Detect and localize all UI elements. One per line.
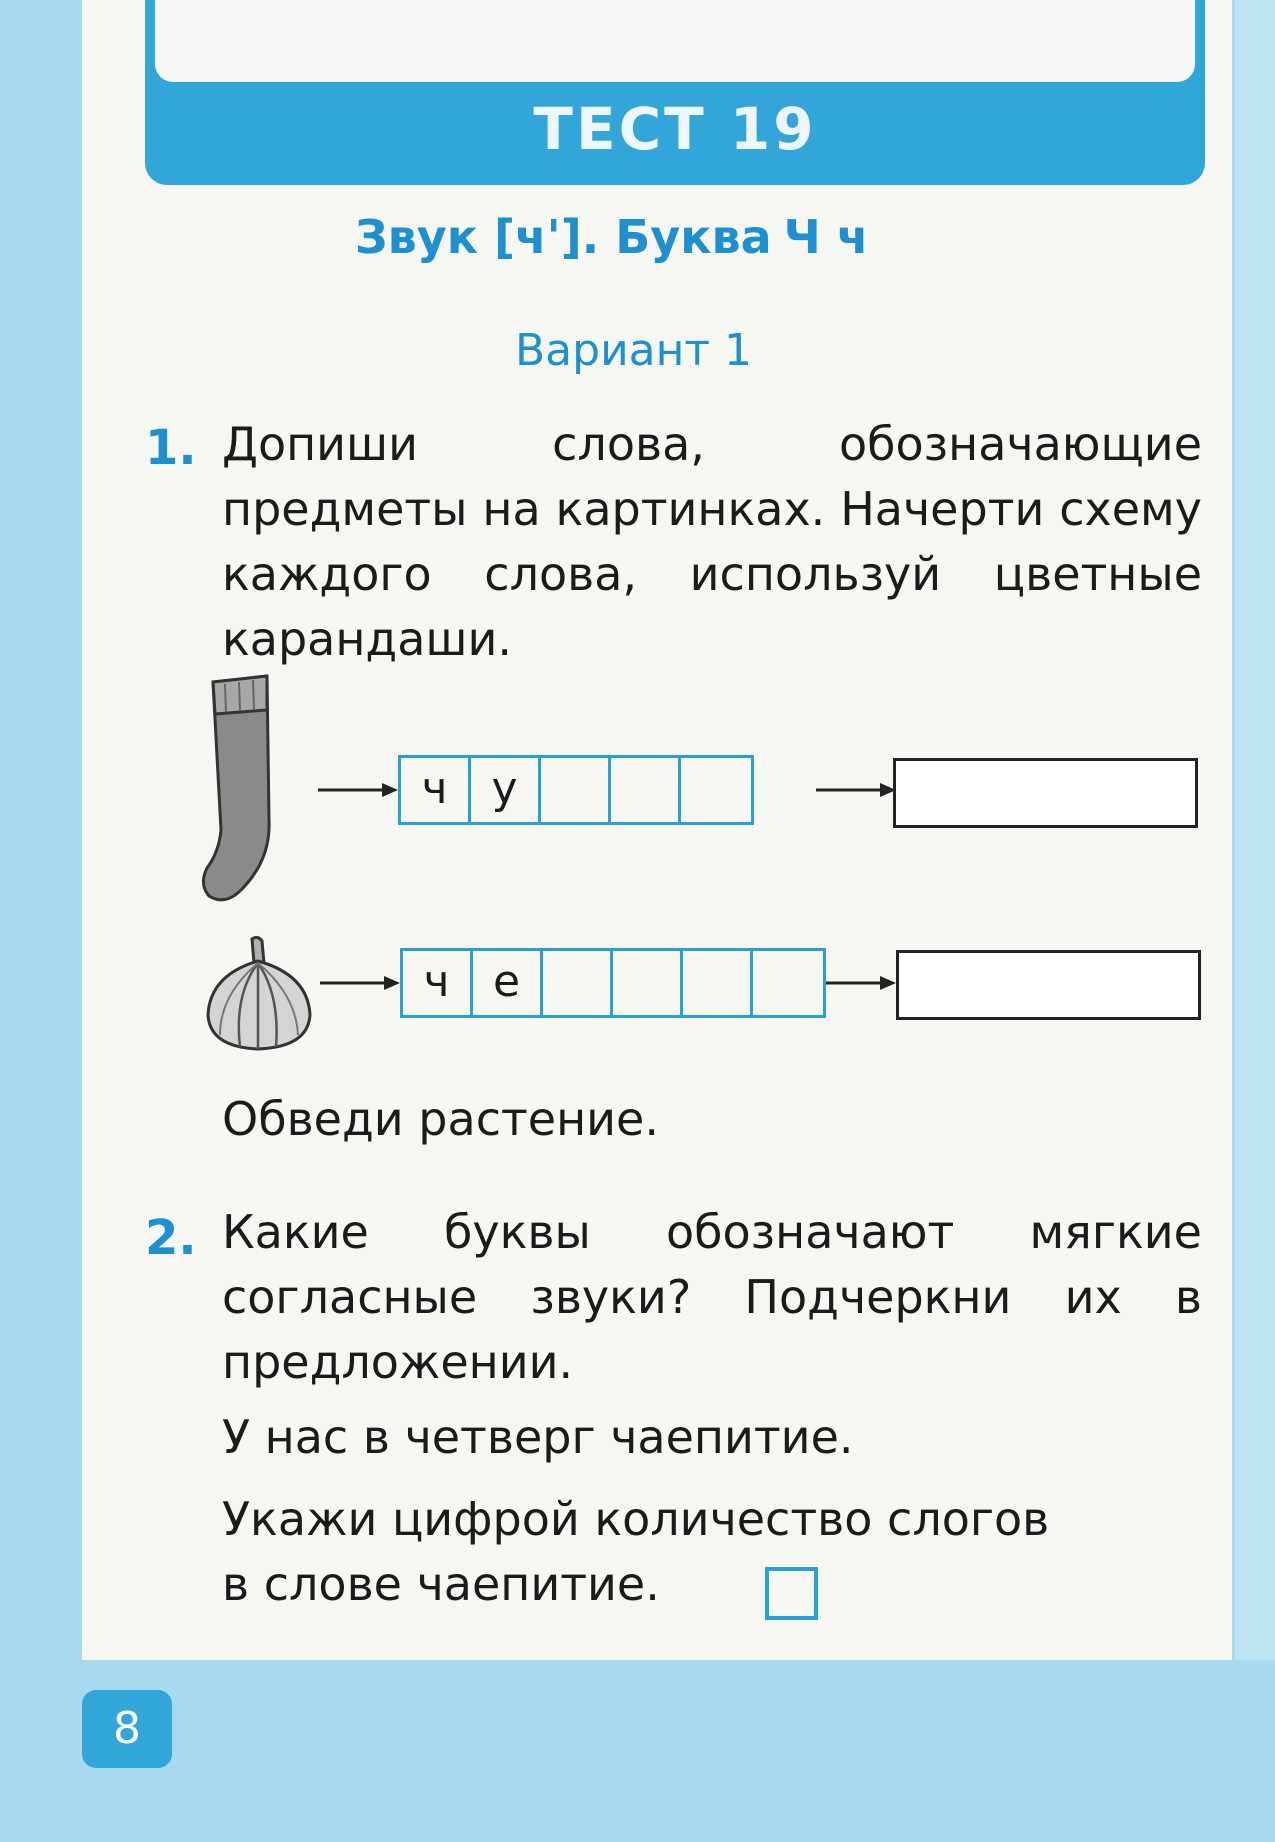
- task2-syllables-line1: Укажи цифрой количество слогов: [222, 1492, 1050, 1546]
- task2-number: 2.: [145, 1210, 197, 1266]
- arrow-icon: [816, 780, 896, 800]
- topic-letters: Ч ч: [783, 210, 869, 264]
- task2-text: Какие буквы обозначают мягкие согласные звуки? Подчеркни их в предложении.: [222, 1205, 1202, 1389]
- word2-cell[interactable]: [543, 951, 613, 1015]
- topic-title: [355, 210, 868, 264]
- arrow-icon: [826, 973, 896, 993]
- task2-syllables-line2: в слове чаепитие.: [222, 1557, 660, 1611]
- sock-icon: [195, 670, 305, 910]
- word1-cell[interactable]: [681, 758, 751, 822]
- topic-text: Звук [ч']. Буква: [355, 210, 772, 264]
- word2-cell[interactable]: [613, 951, 683, 1015]
- word1-cell[interactable]: [541, 758, 611, 822]
- header-blank-frame: [155, 0, 1195, 82]
- task2-sentence: У нас в четверг чаепитие.: [222, 1410, 854, 1464]
- garlic-icon: [200, 935, 320, 1055]
- arrow-icon: [320, 973, 400, 993]
- word2-scheme-box[interactable]: [896, 950, 1201, 1020]
- word1-scheme-box[interactable]: [893, 758, 1198, 828]
- syllable-count-box[interactable]: [765, 1567, 818, 1620]
- word1-cell: ч: [401, 758, 471, 822]
- task1-text: Допиши слова, обозначающие предметы на картинках. Начерти схему каждого слова, используй цветные карандаши.: [222, 417, 1202, 666]
- word1-cell: у: [471, 758, 541, 822]
- word1-cells: [398, 755, 754, 825]
- test-title: ТЕСТ 19: [533, 95, 817, 163]
- page-number: 8: [82, 1690, 172, 1768]
- word2-cell: ч: [403, 951, 473, 1015]
- word1-cell[interactable]: [611, 758, 681, 822]
- task1-extra-instruction: Обведи растение.: [222, 1092, 659, 1146]
- page-edge-strip: [1235, 0, 1275, 1842]
- bottom-band: [0, 1660, 1275, 1842]
- word2-cell: е: [473, 951, 543, 1015]
- word2-cell[interactable]: [753, 951, 823, 1015]
- task1-number: 1.: [145, 420, 197, 476]
- word2-cells: [400, 948, 826, 1018]
- arrow-icon: [318, 780, 398, 800]
- variant-title: Вариант 1: [515, 325, 753, 376]
- word2-cell[interactable]: [683, 951, 753, 1015]
